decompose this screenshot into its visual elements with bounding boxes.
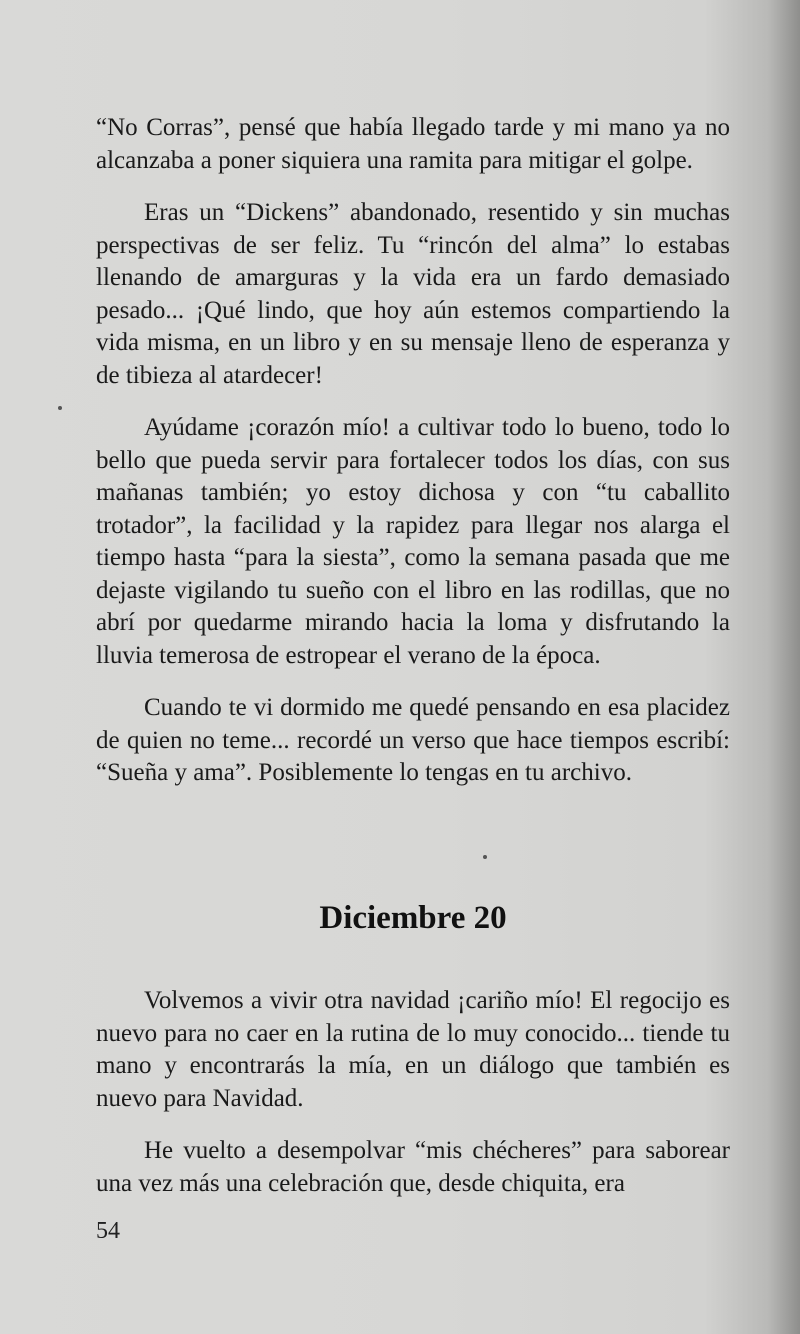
paragraph-no-corras: “No Corras”, pensé que había llegado tarde y mi mano ya no alcanzaba a poner siquiera una ramita para mitigar el golpe. <box>96 114 730 174</box>
paragraph-he-vuelto: He vuelto a desempolvar “mis chécheres” para saborear una vez más una celebración que, desde chiquita, era <box>96 1137 730 1197</box>
scan-speck <box>483 855 487 859</box>
paragraph-cuando-te-vi: Cuando te vi dormido me quedé pensando en esa placidez de quien no teme... recordé un verso que hace tiempos escribí: “Sueña y ama”. Posiblemente lo tengas en tu archivo. <box>96 694 730 786</box>
paragraph-dickens: Eras un “Dickens” abandonado, resentido y sin muchas perspectivas de ser feliz. Tu “rincón del alma” lo estabas llenando de amarguras y la vida era un fardo demasiado pesado... ¡Qué lindo, que hoy aún estemos compartiendo la vida misma, en un libro y en su mensaje lleno de esperanza y de tibieza al atardecer! <box>96 199 730 389</box>
scan-speck <box>58 406 62 410</box>
section-two <box>96 985 730 1200</box>
page-number: 54 <box>96 1218 120 1244</box>
paragraph-volvemos: Volvemos a vivir otra navidad ¡cariño mío! El regocijo es nuevo para no caer en la rutina de lo muy conocido... tiende tu mano y encontrarás la mía, en un diálogo que también es nuevo para Navidad. <box>96 987 730 1112</box>
paragraph-ayudame: Ayúdame ¡corazón mío! a cultivar todo lo bueno, todo lo bello que pueda servir para fortalecer todos los días, con sus mañanas también; yo estoy dichosa y con “tu caballito trotador”, la facilidad y la rapidez para llegar nos alarga el tiempo hasta “para la siesta”, como la semana pasada que me dejaste vigilando tu sueño con el libro en las rodillas, que no abrí por quedarme mirando hacia la loma y disfrutando la lluvia temerosa de estropear el verano de la época. <box>96 414 730 669</box>
section-one <box>96 112 730 790</box>
section-heading: Diciembre 20 <box>319 900 507 936</box>
